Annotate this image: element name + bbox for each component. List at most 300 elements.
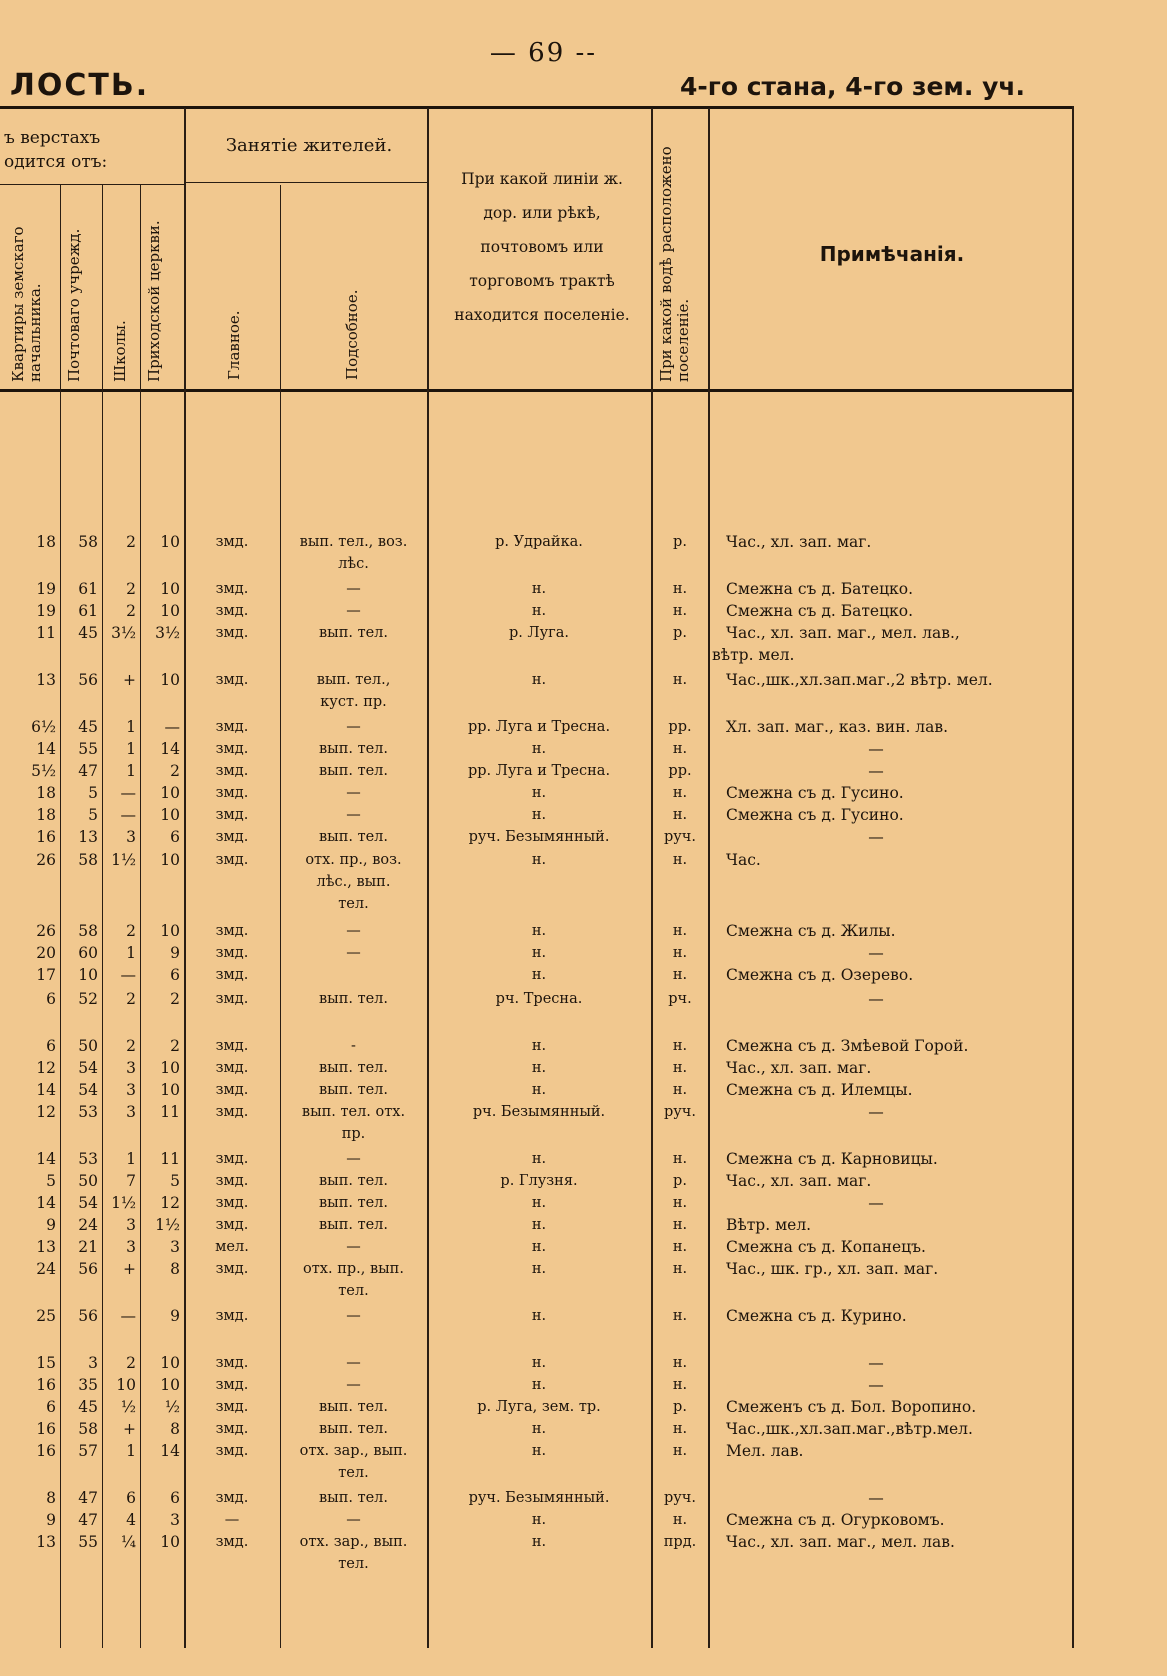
table-cell-d3: 4 [126, 1511, 136, 1529]
table-cell-aux: - [351, 1038, 356, 1054]
table-cell-d2: 45 [78, 718, 98, 736]
table-cell-d1: 9 [46, 1511, 56, 1529]
table-cell-water: н. [672, 1038, 688, 1054]
table-cell-aux-continued: куст. пр. [320, 694, 387, 710]
table-cell-aux-continued: тел. [338, 1556, 369, 1572]
table-cell-water: н. [672, 1443, 688, 1459]
table-cell-d3: 3½ [111, 624, 136, 642]
table-cell-d1: 18 [36, 784, 56, 802]
table-cell-aux: — [346, 1239, 361, 1255]
header-left: ЛОСТЬ. [10, 68, 150, 103]
table-cell-d2: 35 [78, 1376, 98, 1394]
table-cell-note: — [868, 828, 884, 846]
table-cell-main: змд. [215, 1443, 249, 1459]
table-cell-d1: 18 [36, 533, 56, 551]
table-cell-main: змд. [215, 1355, 249, 1371]
table-cell-d1: 12 [36, 1059, 56, 1077]
table-cell-d4: 10 [160, 1059, 180, 1077]
table-cell-d1: 8 [46, 1489, 56, 1507]
table-cell-d1: 16 [36, 1420, 56, 1438]
table-cell-route: рч. Безымянный. [472, 1104, 606, 1120]
table-cell-d1: 17 [36, 966, 56, 984]
table-cell-aux: вып. тел. отх. [301, 1104, 406, 1120]
table-cell-d2: 58 [78, 533, 98, 551]
table-cell-route: рр. Луга и Тресна. [467, 719, 611, 735]
table-cell-d2: 60 [78, 944, 98, 962]
table-cell-aux: вып. тел. [318, 991, 388, 1007]
table-cell-d2: 47 [78, 1511, 98, 1529]
table-cell-note: — [868, 1103, 884, 1121]
col-header-zemsky: Квартиры земскаго начальника. [9, 226, 44, 382]
table-cell-d2: 58 [78, 851, 98, 869]
table-cell-note: Смежна съ д. Копанецъ. [726, 1238, 926, 1256]
table-cell-d1: 20 [36, 944, 56, 962]
table-cell-d3: ½ [120, 1398, 136, 1416]
table-cell-aux-continued: лѣс. [338, 556, 369, 572]
table-cell-aux: — [346, 785, 361, 801]
table-cell-water: н. [672, 672, 688, 688]
table-cell-aux-continued: пр. [341, 1126, 366, 1142]
table-cell-route: н. [531, 852, 547, 868]
table-cell-d3: 1 [126, 762, 136, 780]
table-cell-aux: — [346, 581, 361, 597]
table-cell-aux: отх. зар., вып. [299, 1443, 408, 1459]
table-cell-route: н. [531, 1082, 547, 1098]
table-cell-d2: 5 [88, 784, 98, 802]
table-cell-main: змд. [215, 534, 249, 550]
table-cell-route: н. [531, 807, 547, 823]
table-cell-d4: 11 [160, 1103, 180, 1121]
table-cell-route: н. [531, 741, 547, 757]
table-cell-route: р. Глузня. [500, 1173, 578, 1189]
table-cell-note: Смежна съ д. Гусино. [726, 806, 904, 824]
table-cell-route: н. [531, 1512, 547, 1528]
table-cell-d3: 10 [116, 1376, 136, 1394]
table-cell-note: — [868, 1194, 884, 1212]
table-cell-water: н. [672, 1308, 688, 1324]
table-cell-d2: 50 [78, 1037, 98, 1055]
table-cell-d3: 1 [126, 1442, 136, 1460]
table-cell-d4: 11 [160, 1150, 180, 1168]
table-cell-aux-continued: тел. [338, 896, 369, 912]
table-cell-main: змд. [215, 741, 249, 757]
table-cell-water: н. [672, 923, 688, 939]
table-cell-water: р. [673, 1173, 687, 1189]
table-cell-aux: вып. тел. [318, 1173, 388, 1189]
table-cell-note: Смежна съ д. Гусино. [726, 784, 904, 802]
table-cell-d2: 57 [78, 1442, 98, 1460]
table-cell-aux: отх. пр., вып. [303, 1261, 404, 1277]
table-cell-route: н. [531, 1308, 547, 1324]
table-cell-route: н. [531, 1377, 547, 1393]
table-cell-route: р. Луга, зем. тр. [477, 1399, 601, 1415]
table-cell-water: н. [672, 1421, 688, 1437]
table-cell-main: змд. [215, 672, 249, 688]
table-cell-note: Час., хл. зап. маг. [726, 1172, 872, 1190]
table-cell-d3: 1 [126, 718, 136, 736]
table-cell-note: Смежна съ д. Илемцы. [726, 1081, 913, 1099]
table-cell-water: н. [672, 1082, 688, 1098]
table-cell-d1: 13 [36, 1533, 56, 1551]
table-cell-main: змд. [215, 581, 249, 597]
table-cell-route: н. [531, 672, 547, 688]
table-cell-d3: 3 [126, 1238, 136, 1256]
table-cell-note: Час., шк. гр., хл. зап. маг. [726, 1260, 939, 1278]
col-header-school: Школы. [111, 320, 129, 382]
col-divider [280, 185, 281, 1648]
table-cell-main: змд. [215, 719, 249, 735]
table-cell-d1: 6 [46, 990, 56, 1008]
table-cell-water: рч. [668, 991, 692, 1007]
table-cell-d2: 52 [78, 990, 98, 1008]
table-cell-d2: 61 [78, 602, 98, 620]
table-cell-route: р. Луга. [509, 625, 569, 641]
table-cell-water: рр. [668, 719, 692, 735]
table-cell-route: н. [531, 1355, 547, 1371]
table-cell-aux: вып. тел. [318, 763, 388, 779]
table-cell-main: змд. [215, 967, 249, 983]
table-cell-water: н. [672, 741, 688, 757]
table-cell-route: н. [531, 1217, 547, 1233]
table-cell-d2: 45 [78, 624, 98, 642]
col-header-post: Почтоваго учрежд. [65, 228, 83, 382]
table-cell-d3: 2 [126, 602, 136, 620]
occupation-group-header: Занятіе жителей. [225, 135, 393, 156]
table-cell-d4: 10 [160, 671, 180, 689]
table-cell-d1: 26 [36, 851, 56, 869]
table-cell-d4: 8 [170, 1260, 180, 1278]
table-cell-d1: 26 [36, 922, 56, 940]
table-cell-water: р. [673, 625, 687, 641]
table-cell-d1: 14 [36, 1194, 56, 1212]
table-cell-water: н. [672, 1195, 688, 1211]
table-cell-d4: — [164, 718, 180, 736]
table-cell-d1: 12 [36, 1103, 56, 1121]
table-cell-d4: 14 [160, 740, 180, 758]
table-cell-d3: — [120, 966, 136, 984]
table-cell-d4: 6 [170, 1489, 180, 1507]
table-cell-d3: + [123, 1420, 136, 1438]
table-cell-d4: ½ [164, 1398, 180, 1416]
table-cell-d3: 1 [126, 740, 136, 758]
table-cell-d4: 9 [170, 944, 180, 962]
table-cell-main: змд. [215, 1217, 249, 1233]
table-cell-main: змд. [215, 625, 249, 641]
table-cell-d2: 61 [78, 580, 98, 598]
table-cell-aux: вып. тел. [318, 741, 388, 757]
table-cell-route: р. Удрайка. [495, 534, 583, 550]
table-cell-note: — [868, 1354, 884, 1372]
table-cell-aux: вып. тел. [318, 1217, 388, 1233]
table-cell-d3: ¼ [120, 1533, 136, 1551]
table-cell-aux: — [346, 1355, 361, 1371]
table-cell-note: — [868, 762, 884, 780]
table-cell-d3: + [123, 1260, 136, 1278]
table-cell-main: змд. [215, 829, 249, 845]
table-cell-d4: 12 [160, 1194, 180, 1212]
table-cell-note: — [868, 1376, 884, 1394]
table-cell-d3: 2 [126, 1037, 136, 1055]
table-cell-aux: вып. тел. [318, 1082, 388, 1098]
table-cell-d2: 55 [78, 1533, 98, 1551]
table-cell-main: змд. [215, 1377, 249, 1393]
table-cell-note: Мел. лав. [726, 1442, 804, 1460]
table-cell-main: змд. [215, 807, 249, 823]
table-cell-d2: 54 [78, 1059, 98, 1077]
table-cell-water: р. [673, 534, 687, 550]
col-header-notes: Примѣчанія. [819, 242, 965, 266]
table-cell-note: Вѣтр. мел. [726, 1216, 812, 1234]
table-cell-water: н. [672, 1355, 688, 1371]
table-cell-route: н. [531, 1443, 547, 1459]
table-cell-aux: — [346, 603, 361, 619]
table-cell-aux: вып. тел. [318, 829, 388, 845]
table-cell-d1: 16 [36, 1376, 56, 1394]
table-cell-d1: 5 [46, 1172, 56, 1190]
table-cell-note: Час. [726, 851, 761, 869]
table-cell-d2: 56 [78, 1307, 98, 1325]
table-cell-d2: 3 [88, 1354, 98, 1372]
table-cell-route: руч. Безымянный. [468, 829, 610, 845]
table-cell-d4: 3 [170, 1511, 180, 1529]
table-cell-note: Смежна съ д. Озерево. [726, 966, 914, 984]
table-cell-note: — [868, 1489, 884, 1507]
table-cell-d3: — [120, 1307, 136, 1325]
table-cell-route: рч. Тресна. [495, 991, 583, 1007]
table-cell-aux: — [346, 1308, 361, 1324]
table-cell-aux: — [346, 923, 361, 939]
table-cell-route: н. [531, 1421, 547, 1437]
table-cell-d4: 9 [170, 1307, 180, 1325]
table-cell-note: Смежна съ д. Жилы. [726, 922, 896, 940]
table-cell-d1: 19 [36, 602, 56, 620]
table-cell-aux-continued: тел. [338, 1283, 369, 1299]
table-cell-aux: отх. пр., воз. [305, 852, 402, 868]
table-cell-note: — [868, 990, 884, 1008]
table-cell-main: мел. [215, 1239, 249, 1255]
table-cell-main: змд. [215, 923, 249, 939]
table-cell-water: н. [672, 1151, 688, 1167]
table-cell-d3: 2 [126, 533, 136, 551]
table-cell-route: н. [531, 1534, 547, 1550]
table-cell-water: н. [672, 1512, 688, 1528]
table-cell-d3: 6 [126, 1489, 136, 1507]
table-cell-d3: 3 [126, 1059, 136, 1077]
table-cell-d4: 6 [170, 966, 180, 984]
table-cell-d4: 6 [170, 828, 180, 846]
table-cell-aux-continued: тел. [338, 1465, 369, 1481]
table-cell-note: Час., хл. зап. маг. [726, 533, 872, 551]
table-cell-main: змд. [215, 852, 249, 868]
table-cell-water: руч. [663, 829, 696, 845]
table-cell-d3: — [120, 806, 136, 824]
table-cell-d4: 10 [160, 922, 180, 940]
table-cell-d1: 6 [46, 1398, 56, 1416]
table-cell-aux: вып. тел., воз. [299, 534, 408, 550]
subheader-rule [0, 184, 184, 185]
table-cell-d4: 5 [170, 1172, 180, 1190]
table-cell-main: змд. [215, 945, 249, 961]
table-cell-d1: 19 [36, 580, 56, 598]
table-cell-d1: 13 [36, 671, 56, 689]
table-cell-note: — [868, 740, 884, 758]
table-cell-water: н. [672, 1239, 688, 1255]
table-cell-main: змд. [215, 1082, 249, 1098]
table-cell-water: прд. [663, 1534, 697, 1550]
table-cell-route: н. [531, 967, 547, 983]
table-cell-water: н. [672, 1217, 688, 1233]
table-cell-d1: 16 [36, 1442, 56, 1460]
table-cell-note: Смеженъ съ д. Бол. Воропино. [726, 1398, 977, 1416]
table-cell-main: змд. [215, 1421, 249, 1437]
table-cell-d3: 2 [126, 1354, 136, 1372]
table-cell-d4: 10 [160, 1376, 180, 1394]
col-divider [1072, 106, 1074, 1648]
table-cell-main: змд. [215, 1038, 249, 1054]
table-cell-d2: 55 [78, 740, 98, 758]
table-cell-d2: 5 [88, 806, 98, 824]
table-cell-d2: 45 [78, 1398, 98, 1416]
table-cell-d3: 3 [126, 828, 136, 846]
col-header-water: При какой водѣ расположено поселеніе. [657, 146, 692, 382]
table-cell-route: рр. Луга и Тресна. [467, 763, 611, 779]
table-cell-d2: 47 [78, 1489, 98, 1507]
table-cell-d4: 10 [160, 851, 180, 869]
table-cell-route: н. [531, 785, 547, 801]
header-right: 4-го стана, 4-го зем. уч. [680, 72, 1026, 101]
table-cell-d3: 3 [126, 1216, 136, 1234]
table-cell-d3: 1 [126, 1150, 136, 1168]
table-cell-route: н. [531, 581, 547, 597]
table-cell-water: н. [672, 945, 688, 961]
table-cell-d4: 10 [160, 1354, 180, 1372]
table-cell-main: змд. [215, 991, 249, 1007]
table-cell-d2: 24 [78, 1216, 98, 1234]
col-divider [708, 108, 710, 1648]
table-cell-water: н. [672, 581, 688, 597]
table-cell-d3: 1½ [111, 851, 136, 869]
table-cell-d2: 50 [78, 1172, 98, 1190]
table-cell-note: Смежна съ д. Батецко. [726, 580, 914, 598]
table-cell-route: н. [531, 1060, 547, 1076]
table-cell-d3: 2 [126, 990, 136, 1008]
table-cell-d4: 10 [160, 806, 180, 824]
table-cell-main: змд. [215, 1490, 249, 1506]
table-cell-main: змд. [215, 1195, 249, 1211]
table-cell-d3: 2 [126, 580, 136, 598]
table-cell-d1: 14 [36, 740, 56, 758]
table-cell-d1: 11 [36, 624, 56, 642]
subheader-rule [184, 182, 427, 183]
table-cell-main: змд. [215, 603, 249, 619]
table-cell-route: н. [531, 603, 547, 619]
table-cell-main: змд. [215, 1308, 249, 1324]
table-cell-d1: 24 [36, 1260, 56, 1278]
table-cell-route: н. [531, 1261, 547, 1277]
table-cell-d3: 2 [126, 922, 136, 940]
table-cell-d1: 15 [36, 1354, 56, 1372]
table-cell-d4: 2 [170, 762, 180, 780]
table-cell-route: н. [531, 1038, 547, 1054]
table-cell-note: Час.,шк.,хл.зап.маг.,вѣтр.мел. [726, 1420, 973, 1438]
table-cell-main: змд. [215, 1104, 249, 1120]
table-cell-route: н. [531, 923, 547, 939]
table-cell-d2: 54 [78, 1081, 98, 1099]
table-cell-note: Час.,шк.,хл.зап.маг.,2 вѣтр. мел. [726, 671, 993, 689]
col-header-aux: Подсобное. [343, 289, 361, 380]
table-cell-d4: 3 [170, 1238, 180, 1256]
table-cell-main: — [224, 1512, 240, 1528]
table-cell-water: н. [672, 785, 688, 801]
table-cell-d2: 53 [78, 1150, 98, 1168]
table-cell-main: змд. [215, 1060, 249, 1076]
table-cell-aux: — [346, 1512, 361, 1528]
table-cell-d4: 10 [160, 580, 180, 598]
table-cell-d4: 14 [160, 1442, 180, 1460]
table-cell-aux: вып. тел. [318, 1421, 388, 1437]
table-cell-note: Час., хл. зап. маг., мел. лав. [726, 1533, 955, 1551]
table-cell-aux: — [346, 807, 361, 823]
table-cell-d4: 3½ [155, 624, 180, 642]
col-header-main: Главное. [225, 310, 243, 380]
table-cell-aux: вып. тел., [316, 672, 391, 688]
table-cell-water: руч. [663, 1104, 696, 1120]
table-cell-d1: 18 [36, 806, 56, 824]
table-cell-aux: вып. тел. [318, 625, 388, 641]
table-cell-d1: 14 [36, 1081, 56, 1099]
table-cell-note: Хл. зап. маг., каз. вин. лав. [726, 718, 949, 736]
table-cell-d1: 5½ [31, 762, 56, 780]
table-cell-d2: 58 [78, 1420, 98, 1438]
table-cell-main: змд. [215, 1173, 249, 1189]
table-cell-note: — [868, 944, 884, 962]
table-cell-note: Смежна съ д. Курино. [726, 1307, 907, 1325]
table-cell-water: н. [672, 1261, 688, 1277]
distance-group-header: ъ верстахъ одится отъ: [4, 128, 108, 172]
table-cell-aux: — [346, 1151, 361, 1167]
table-cell-aux: вып. тел. [318, 1490, 388, 1506]
table-cell-aux: — [346, 719, 361, 735]
table-cell-route: н. [531, 945, 547, 961]
table-cell-d3: 3 [126, 1081, 136, 1099]
table-cell-d4: 1½ [155, 1216, 180, 1234]
table-cell-d4: 2 [170, 1037, 180, 1055]
table-cell-aux: отх. зар., вып. [299, 1534, 408, 1550]
table-cell-d4: 8 [170, 1420, 180, 1438]
table-cell-water: н. [672, 852, 688, 868]
table-cell-d2: 21 [78, 1238, 98, 1256]
table-cell-d1: 13 [36, 1238, 56, 1256]
table-cell-main: змд. [215, 1151, 249, 1167]
table-cell-aux-continued: лѣс., вып. [316, 874, 391, 890]
table-cell-d2: 56 [78, 671, 98, 689]
table-cell-d4: 10 [160, 784, 180, 802]
table-cell-route: руч. Безымянный. [468, 1490, 610, 1506]
table-cell-water: н. [672, 967, 688, 983]
table-cell-d1: 16 [36, 828, 56, 846]
table-cell-note: Час., хл. зап. маг., мел. лав., [726, 624, 960, 642]
table-cell-water: рр. [668, 763, 692, 779]
table-cell-note: Смежна съ д. Батецко. [726, 602, 914, 620]
table-cell-aux: — [346, 1377, 361, 1393]
table-cell-d3: — [120, 784, 136, 802]
table-cell-main: змд. [215, 1534, 249, 1550]
page-number: — 69 -- [489, 38, 598, 68]
table-cell-route: н. [531, 1151, 547, 1167]
table-cell-aux: вып. тел. [318, 1195, 388, 1211]
table-cell-d4: 10 [160, 602, 180, 620]
table-cell-note-continued: вѣтр. мел. [712, 646, 795, 664]
